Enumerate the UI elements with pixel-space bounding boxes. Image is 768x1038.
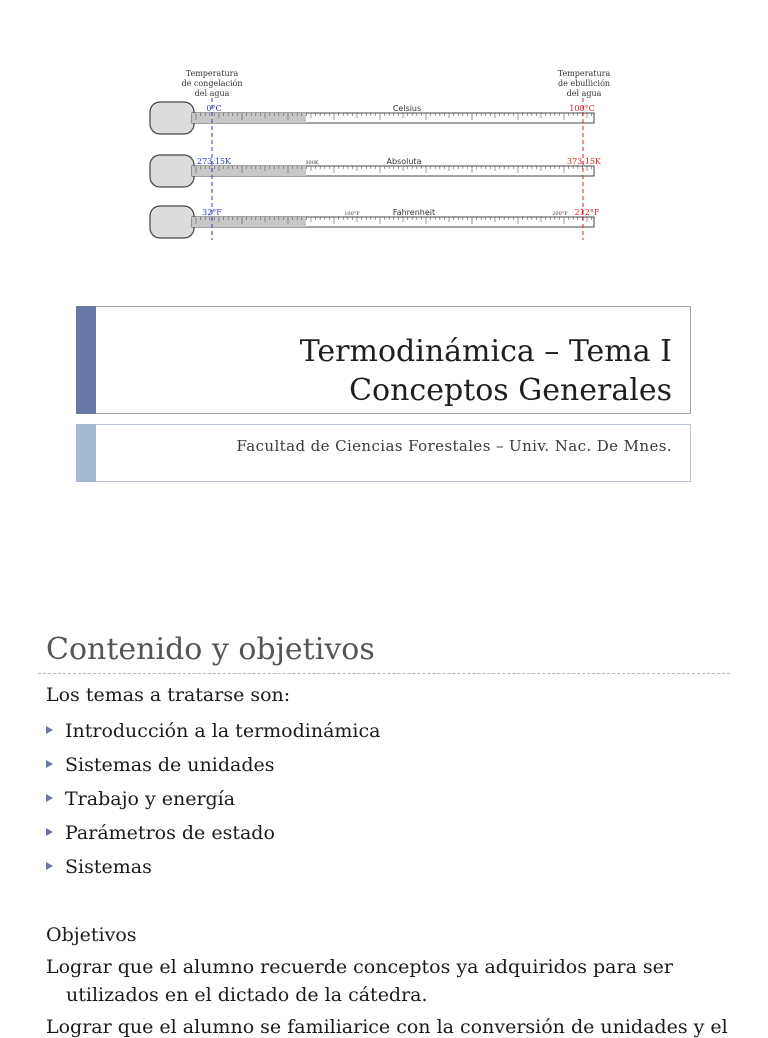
title-line-1: Termodinámica – Tema I	[299, 334, 672, 369]
list-item-text: Introducción a la termodinámica	[65, 720, 381, 742]
freezing-label-line-1: Temperatura	[185, 69, 239, 78]
triangle-bullet-icon	[46, 828, 53, 836]
list-item	[46, 720, 380, 742]
fahrenheit-mid-value: 100°F	[344, 211, 360, 217]
absolute-scale-name: Absoluta	[386, 157, 422, 166]
objectives-heading: Objetivos	[46, 924, 137, 946]
title-accent-bar	[76, 306, 96, 414]
absolute-scale	[150, 155, 602, 187]
subtitle-text: Facultad de Ciencias Forestales – Univ. Nac. De Mnes.	[236, 437, 672, 455]
objective-2-line-1: Lograr que el alumno se familiarice con la conversión de unidades y el	[46, 1016, 728, 1038]
absolute-mid-value: 300K	[305, 160, 319, 166]
triangle-bullet-icon	[46, 726, 53, 734]
boiling-label-line-1: Temperatura	[557, 69, 611, 78]
section-heading: Contenido y objetivos	[46, 632, 375, 667]
list-item-text: Sistemas de unidades	[65, 754, 275, 776]
fahrenheit-right-value: 212°F	[574, 208, 600, 217]
objective-1-line-2: utilizados en el dictado de la cátedra.	[66, 984, 428, 1006]
triangle-bullet-icon	[46, 760, 53, 768]
title-line-2: Conceptos Generales	[349, 373, 672, 408]
absolute-left-value: 273.15K	[197, 157, 231, 166]
triangle-bullet-icon	[46, 794, 53, 802]
list-item-text: Parámetros de estado	[65, 822, 275, 844]
fahrenheit-mid2-value: 200°F	[552, 211, 568, 217]
triangle-bullet-icon	[46, 862, 53, 870]
absolute-right-value: 373.15K	[567, 157, 601, 166]
list-item	[46, 856, 152, 878]
celsius-scale-name: Celsius	[392, 104, 422, 113]
fahrenheit-scale	[150, 206, 600, 238]
intro-text: Los temas a tratarse son:	[46, 684, 291, 706]
list-item-text: Trabajo y energía	[65, 788, 236, 810]
boiling-label-line-2: de ebullición	[557, 79, 611, 88]
freezing-label-line-2: de congelación	[181, 79, 243, 88]
objective-1-line-1: Lograr que el alumno recuerde conceptos ya adquiridos para ser	[46, 956, 674, 978]
section-divider	[38, 673, 730, 674]
list-item	[46, 754, 275, 776]
celsius-left-value: 0°C	[206, 104, 222, 113]
celsius-scale	[150, 102, 595, 134]
fahrenheit-left-value: 32°F	[202, 208, 222, 217]
list-item	[46, 822, 275, 844]
subtitle-accent-bar	[76, 424, 96, 482]
boiling-label-line-3: del agua	[566, 89, 602, 98]
thermometer-figure	[140, 60, 620, 250]
celsius-right-value: 100°C	[569, 104, 595, 113]
freezing-label-line-3: del agua	[194, 89, 230, 98]
fahrenheit-scale-name: Fahrenheit	[392, 208, 436, 217]
list-item	[46, 788, 235, 810]
list-item-text: Sistemas	[65, 856, 152, 878]
